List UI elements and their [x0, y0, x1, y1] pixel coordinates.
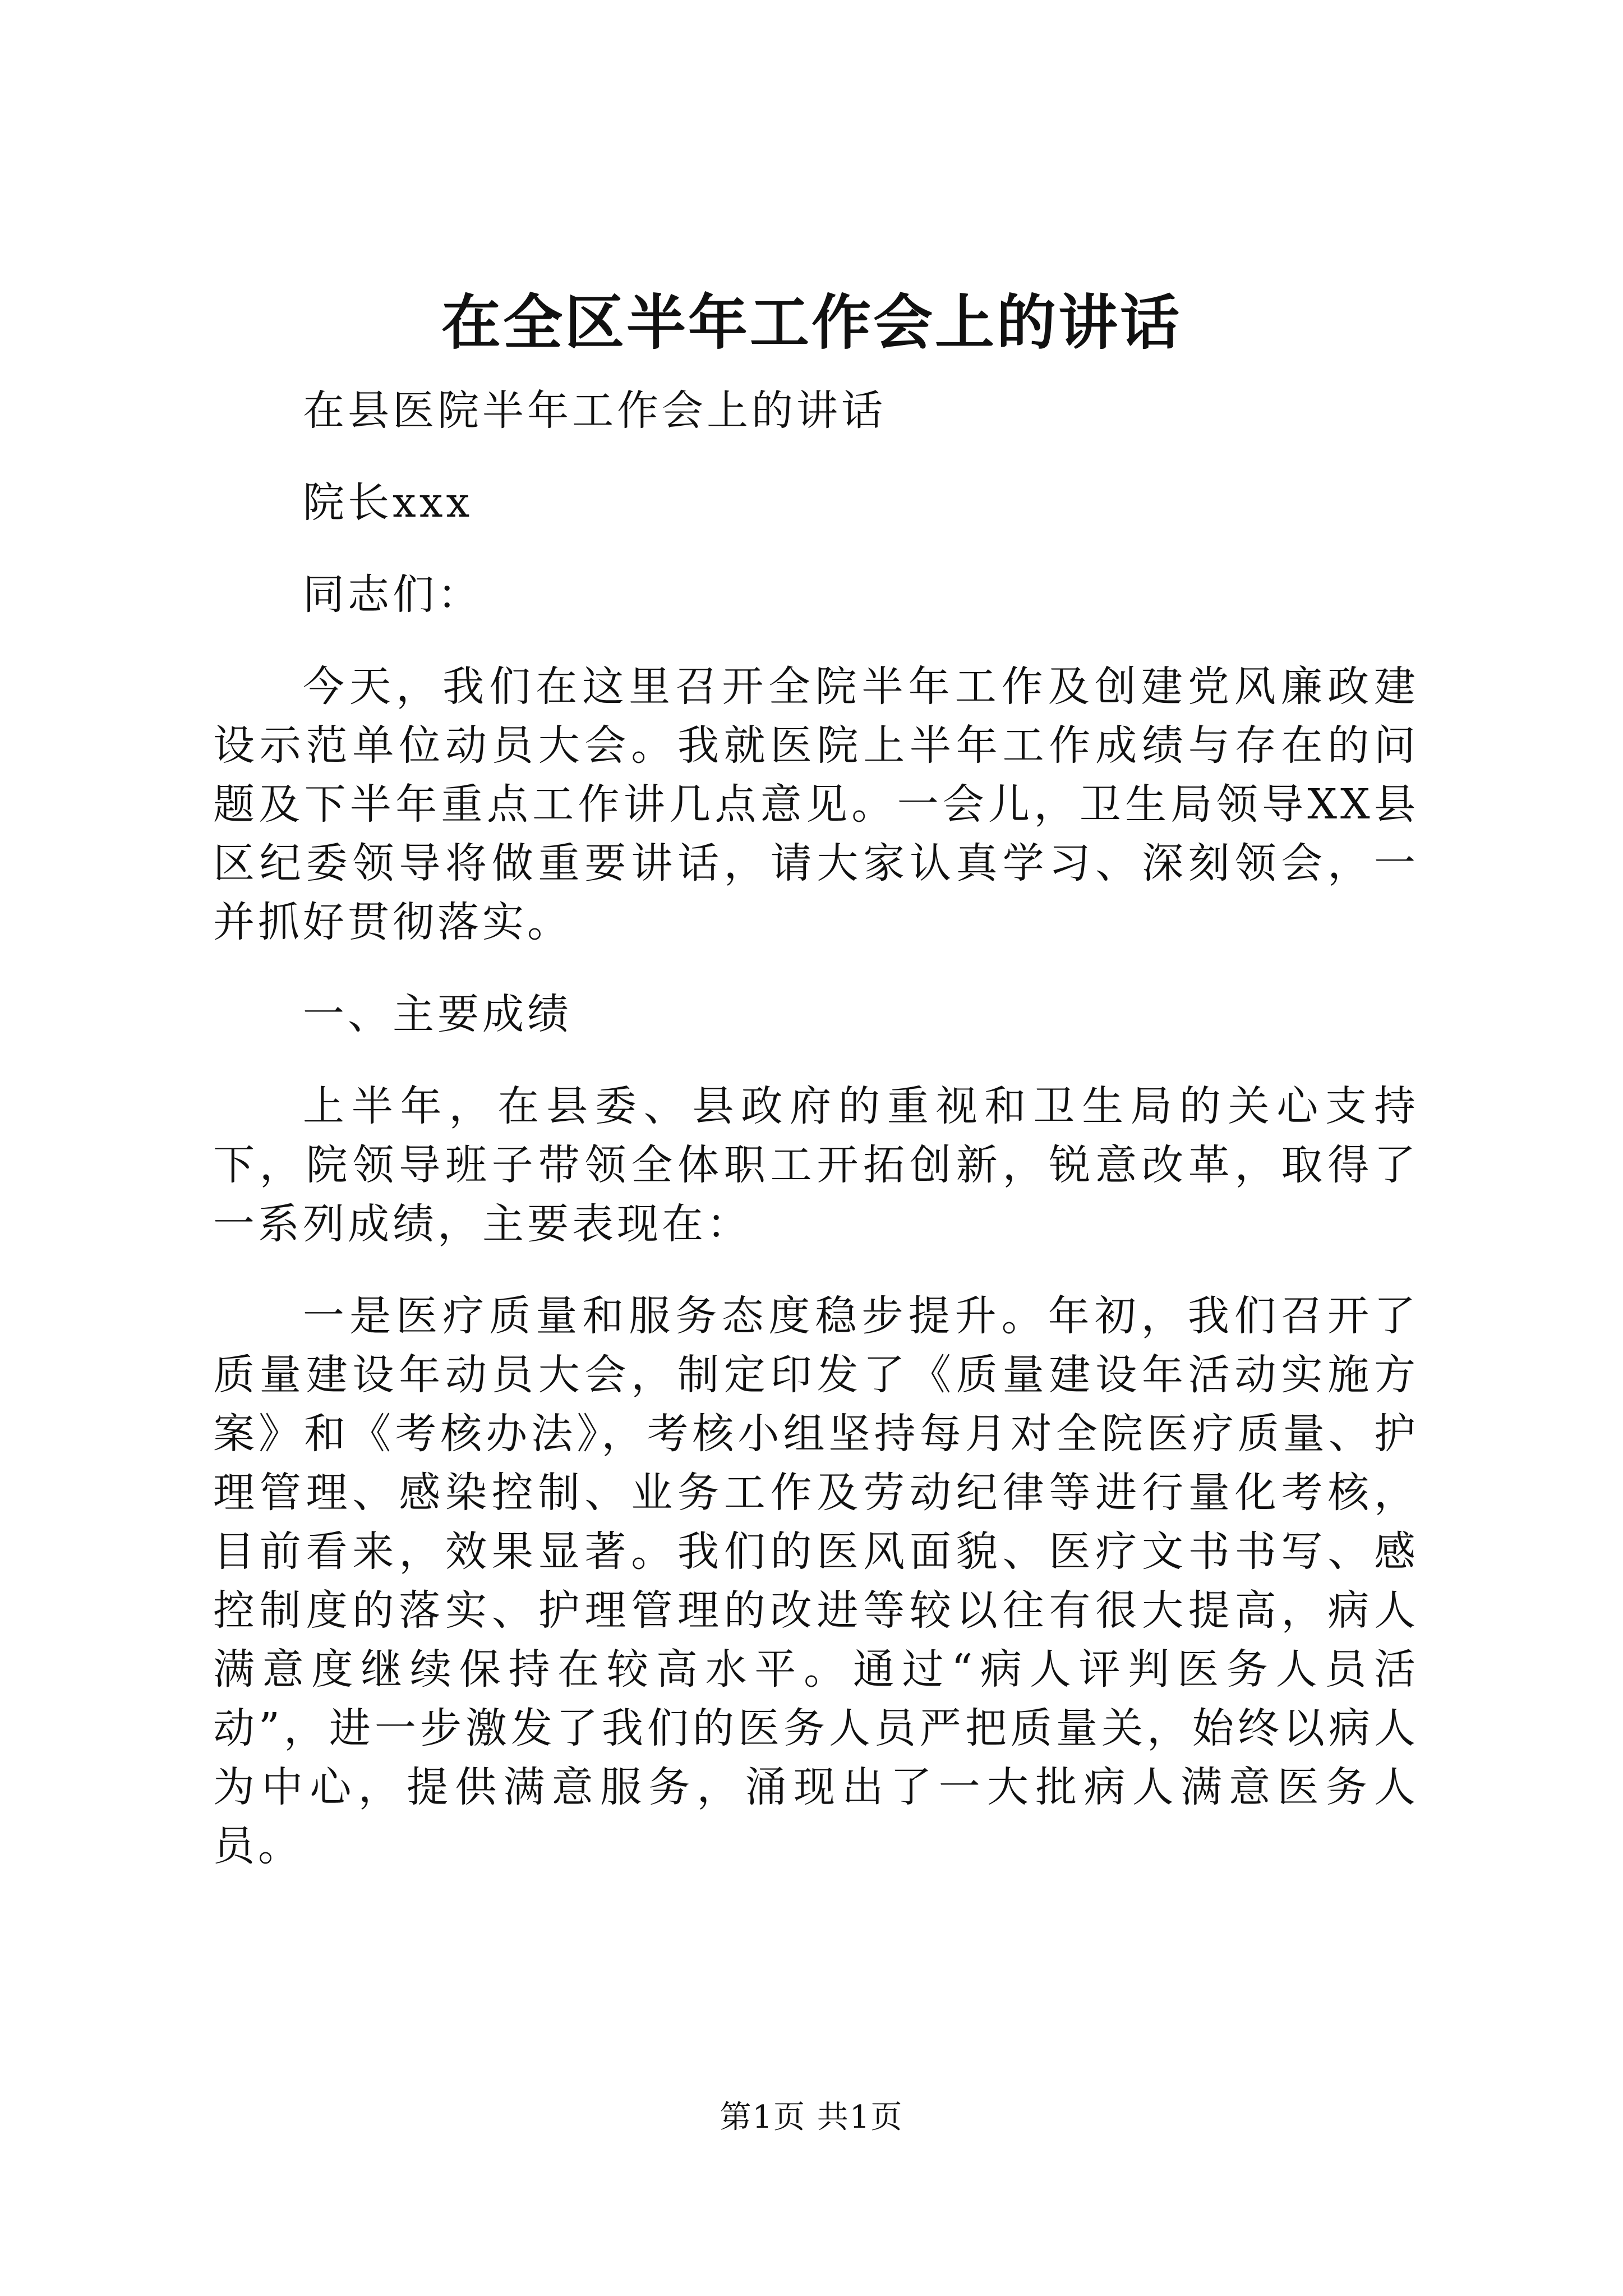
quality-paragraph: 一是医疗质量和服务态度稳步提升。年初，我们召开了质量建设年动员大会，制定印发了《质量建设年活动实施方案》和《考核办法》，考核小组坚持每月对全院医疗质量、护理管理、感染控制、业务工作及劳动纪律等进行量化考核，目前看来，效果显著。我们的医风面貌、医疗文书书写、感控制度的落实、护理管理的改进等较以往有很大提高，病人满意度继续保持在较高水平。通过“病人评判医务人员活动”，进一步激发了我们的医务人员严把质量关，始终以病人为中心，提供满意服务，涌现出了一大批病人满意医务人员。 [213, 1292, 1419, 1870]
page-footer: 第1页 共1页 [720, 2099, 903, 2136]
speaker-paragraph: 院长xxx [303, 478, 473, 527]
salutation-paragraph: 同志们： [303, 570, 482, 619]
intro-paragraph: 今天，我们在这里召开全院半年工作及创建党风廉政建设示范单位动员大会。我就医院上半年工作成绩与存在的问题及下半年重点工作讲几点意见。一会儿，卫生局领导XX县区纪委领导将做重要讲话，请大家认真学习、深刻领会，一并抓好贯彻落实。 [213, 662, 1419, 946]
achievements-paragraph: 上半年，在县委、县政府的重视和卫生局的关心支持下，院领导班子带领全体职工开拓创新，锐意改革，取得了一系列成绩，主要表现在： [213, 1082, 1419, 1248]
section-heading: 一、主要成绩 [303, 990, 572, 1038]
subtitle-paragraph: 在县医院半年工作会上的讲话 [303, 386, 886, 435]
document-body [213, 381, 1419, 1909]
document-title: 在全区半年工作会上的讲话 [441, 287, 1182, 357]
